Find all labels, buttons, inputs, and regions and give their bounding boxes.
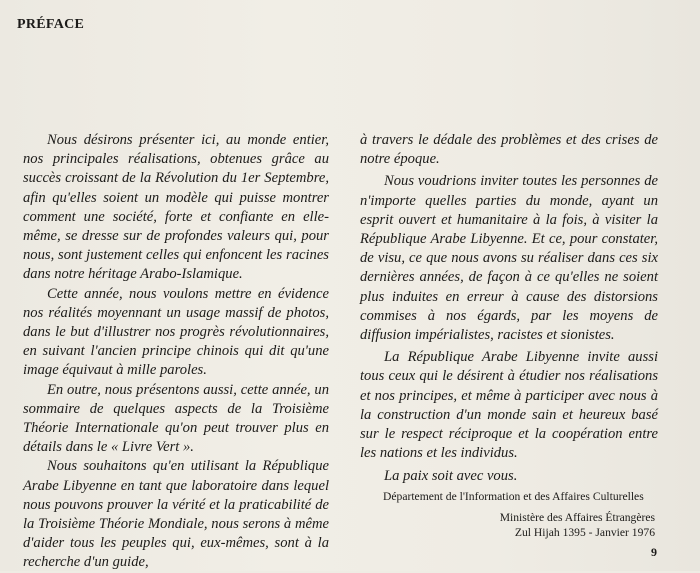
right-paragraph-2: Nous voudrions inviter toutes les personnes de n'importe quelles parties du monde, ayant un esprit ouvert et humanitaire à la fois, à visiter la République Arabe Libyenne. Et ce, pour constater, de visu, ce que nous avons su réaliser dans ces six dernières années, de façon à ce qu'elles ne soient plus induites en erreur à cause des distorsions commises à nos égards, par les moyens de diffusion impérialistes, racistes et sionistes. [360,173,658,344]
signature-department: Département de l'Information et des Affaires Culturelles [383,490,644,503]
right-paragraph-3: La République Arabe Libyenne invite aussi tous ceux qui le désirent à étudier nos réalisations et nos principes, et même à participer avec nous à la construction d'un monde sain et heureux basé sur le respect réciproque et la coopération entre les nations et les individus. [360,349,658,462]
signature-ministry: Ministère des Affaires Étrangères [499,511,655,524]
left-paragraph-2: Cette année, nous voulons mettre en évidence nos réalités moyennant un usage massif de photos, dans le but d'illustrer nos progrès révolutionnaires, en suivant l'ancien principe chinois qui dit qu'une image équivaut à mille paroles. [23,285,329,379]
left-paragraph-4: Nous souhaitons qu'en utilisant la République Arabe Libyenne en tant que laboratoire dans lequel nous pouvons prouver la vérité et la praticabilité de la Troisième Théorie Mondiale, nous serons à même d'aider tous les peuples qui, eux-mêmes, sont à la recherche d'un guide, [23,458,329,571]
signature-date: Zul Hijah 1395 - Janvier 1976 [514,526,655,539]
right-paragraph-4: La paix soit avec vous. [384,468,518,485]
left-paragraph-1: Nous désirons présenter ici, au monde entier, nos principales réalisations, obtenues grâce au succès croissant de la Révolution du 1er Septembre, afin qu'elles soient un modèle qui puisse montrer comment une société, forte et confiante en elle-même, se dresse sur de profondes valeurs qui, pour nous, sont justement celles qui enfoncent les racines dans notre héritage Arabo-Islamique. [23,132,329,283]
left-paragraph-3: En outre, nous présentons aussi, cette année, un sommaire de quelques aspects de la Troisième Théorie Internationale qu'on peut trouver plus en détails dans le « Livre Vert ». [23,381,329,456]
page-number: 9 [651,545,657,559]
right-paragraph-1: à travers le dédale des problèmes et des crises de notre époque. [360,132,658,168]
right-column [360,131,658,490]
left-column [23,131,329,573]
signature-block [383,489,655,540]
page-title: PRÉFACE [17,17,85,32]
